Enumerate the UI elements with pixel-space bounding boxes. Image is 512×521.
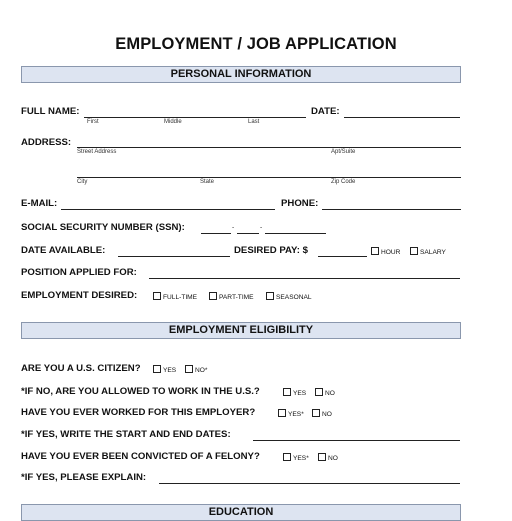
worked-no-label: NO [322, 411, 332, 418]
employment-desired-label: EMPLOYMENT DESIRED: [21, 290, 138, 301]
date-available-label: DATE AVAILABLE: [21, 245, 106, 256]
felony-yes-option[interactable] [283, 453, 309, 462]
explain-question: *IF YES, PLEASE EXPLAIN: [21, 472, 147, 483]
allowed-yes-option[interactable] [283, 388, 306, 397]
email-label: E-MAIL: [21, 198, 58, 209]
allowed-no-label: NO [325, 390, 335, 397]
date-field[interactable] [344, 117, 460, 118]
worked-yes-checkbox[interactable] [278, 409, 286, 417]
zip-code-caption: Zip Code [331, 179, 356, 185]
part-time-option[interactable] [209, 292, 254, 301]
hour-option-label: HOUR [381, 249, 401, 256]
salary-option-label: SALARY [420, 249, 446, 256]
email-field[interactable] [61, 209, 275, 210]
explain-field[interactable] [159, 483, 460, 484]
seasonal-checkbox[interactable] [266, 292, 274, 300]
citizen-no-label: NO* [195, 367, 208, 374]
worked-no-option[interactable] [312, 409, 332, 418]
felony-yes-checkbox[interactable] [283, 453, 291, 461]
felony-no-label: NO [328, 455, 338, 462]
street-address-caption: Street Address [77, 149, 117, 155]
address-label: ADDRESS: [21, 137, 72, 148]
start-end-dates-field[interactable] [253, 440, 460, 441]
felony-yes-label: YES* [293, 455, 309, 462]
ssn-separator: - [232, 224, 235, 231]
first-name-caption: First [87, 119, 99, 125]
citizen-yes-label: YES [163, 367, 177, 374]
position-field[interactable] [149, 278, 460, 279]
part-time-checkbox[interactable] [209, 292, 217, 300]
worked-before-question: HAVE YOU EVER WORKED FOR THIS EMPLOYER? [21, 407, 256, 418]
section-header-eligibility: EMPLOYMENT ELIGIBILITY [21, 322, 461, 339]
felony-question: HAVE YOU EVER BEEN CONVICTED OF A FELONY? [21, 451, 260, 462]
pay-salary-option[interactable] [410, 247, 446, 256]
allowed-yes-label: YES [293, 390, 307, 397]
seasonal-option[interactable] [266, 292, 312, 301]
full-time-label: FULL-TIME [163, 294, 198, 301]
apt-suite-caption: Apt/Suite [331, 149, 356, 155]
salary-checkbox[interactable] [410, 247, 418, 255]
work-authorization-question: *IF NO, ARE YOU ALLOWED TO WORK IN THE U.S.? [21, 386, 260, 397]
page-title: EMPLOYMENT / JOB APPLICATION [115, 35, 397, 53]
felony-no-checkbox[interactable] [318, 453, 326, 461]
section-header-personal: PERSONAL INFORMATION [21, 66, 461, 83]
street-address-field[interactable] [77, 147, 461, 148]
part-time-label: PART-TIME [219, 294, 254, 301]
worked-no-checkbox[interactable] [312, 409, 320, 417]
full-name-label: FULL NAME: [21, 106, 80, 117]
pay-hour-option[interactable] [371, 247, 400, 256]
state-caption: State [200, 179, 215, 185]
start-end-dates-question: *IF YES, WRITE THE START AND END DATES: [21, 429, 231, 440]
ssn-separator: - [260, 224, 263, 231]
citizen-no-option[interactable] [185, 365, 207, 374]
full-time-option[interactable] [153, 292, 197, 301]
ssn-part-3-field[interactable] [265, 233, 326, 234]
worked-yes-label: YES* [288, 411, 304, 418]
city-state-zip-field[interactable] [77, 177, 461, 178]
desired-pay-label: DESIRED PAY: $ [234, 245, 308, 256]
phone-field[interactable] [322, 209, 461, 210]
hour-checkbox[interactable] [371, 247, 379, 255]
phone-label: PHONE: [281, 198, 319, 209]
middle-name-caption: Middle [164, 119, 182, 125]
allowed-no-checkbox[interactable] [315, 388, 323, 396]
citizen-yes-checkbox[interactable] [153, 365, 161, 373]
seasonal-label: SEASONAL [276, 294, 312, 301]
citizen-yes-option[interactable] [153, 365, 176, 374]
position-label: POSITION APPLIED FOR: [21, 267, 137, 278]
ssn-part-1-field[interactable] [201, 233, 231, 234]
last-name-caption: Last [248, 119, 260, 125]
date-available-field[interactable] [118, 256, 230, 257]
section-header-education: EDUCATION [21, 504, 461, 521]
allowed-no-option[interactable] [315, 388, 335, 397]
ssn-label: SOCIAL SECURITY NUMBER (SSN): [21, 222, 185, 233]
desired-pay-field[interactable] [318, 256, 367, 257]
ssn-part-2-field[interactable] [237, 233, 259, 234]
full-name-field[interactable] [84, 117, 306, 118]
city-caption: City [77, 179, 88, 185]
citizen-question: ARE YOU A U.S. CITIZEN? [21, 363, 141, 374]
citizen-no-checkbox[interactable] [185, 365, 193, 373]
date-label: DATE: [311, 106, 340, 117]
allowed-yes-checkbox[interactable] [283, 388, 291, 396]
full-time-checkbox[interactable] [153, 292, 161, 300]
worked-yes-option[interactable] [278, 409, 304, 418]
felony-no-option[interactable] [318, 453, 338, 462]
